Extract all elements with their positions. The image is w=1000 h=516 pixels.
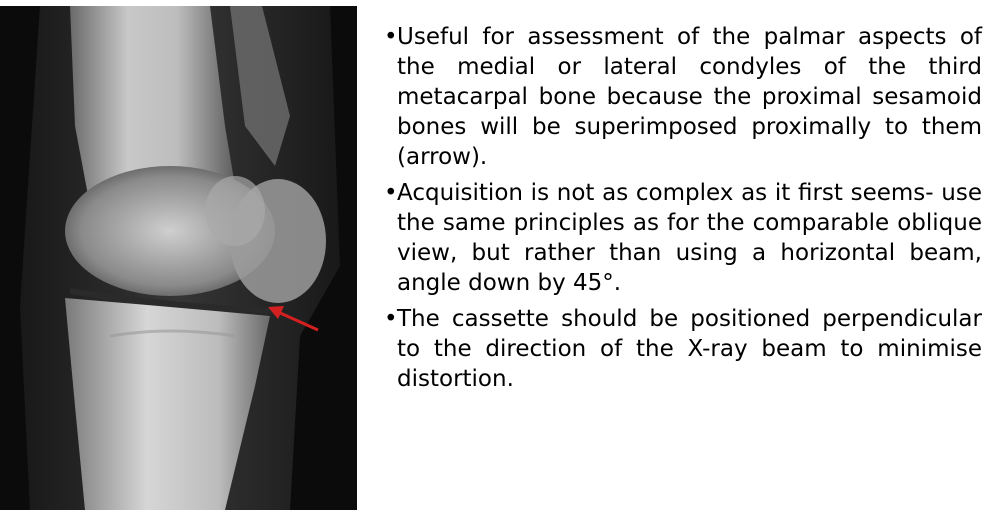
bullet-item-acquisition [384, 178, 982, 298]
bullet-text: The cassette should be positioned perpendicular to the direction of the X-ray beam to minimise distortion. [397, 306, 982, 392]
bullet-dot-icon: • [384, 24, 398, 50]
bullet-text: Acquisition is not as complex as it first seems- use the same principles as for the comparable oblique view, but rather than using a horizontal beam, angle down by 45°. [397, 180, 982, 296]
bullet-list [384, 22, 982, 400]
bullet-item-assessment [384, 22, 982, 172]
radiograph-image [0, 6, 357, 510]
bullet-item-cassette [384, 304, 982, 394]
bullet-text: Useful for assessment of the palmar aspects of the medial or lateral condyles of the third metacarpal bone because the proximal sesamoid bones will be superimposed proximally to them (arrow). [397, 24, 982, 170]
bullet-dot-icon: • [384, 180, 398, 206]
radiograph-svg [0, 6, 357, 510]
bullet-dot-icon: • [384, 306, 398, 332]
